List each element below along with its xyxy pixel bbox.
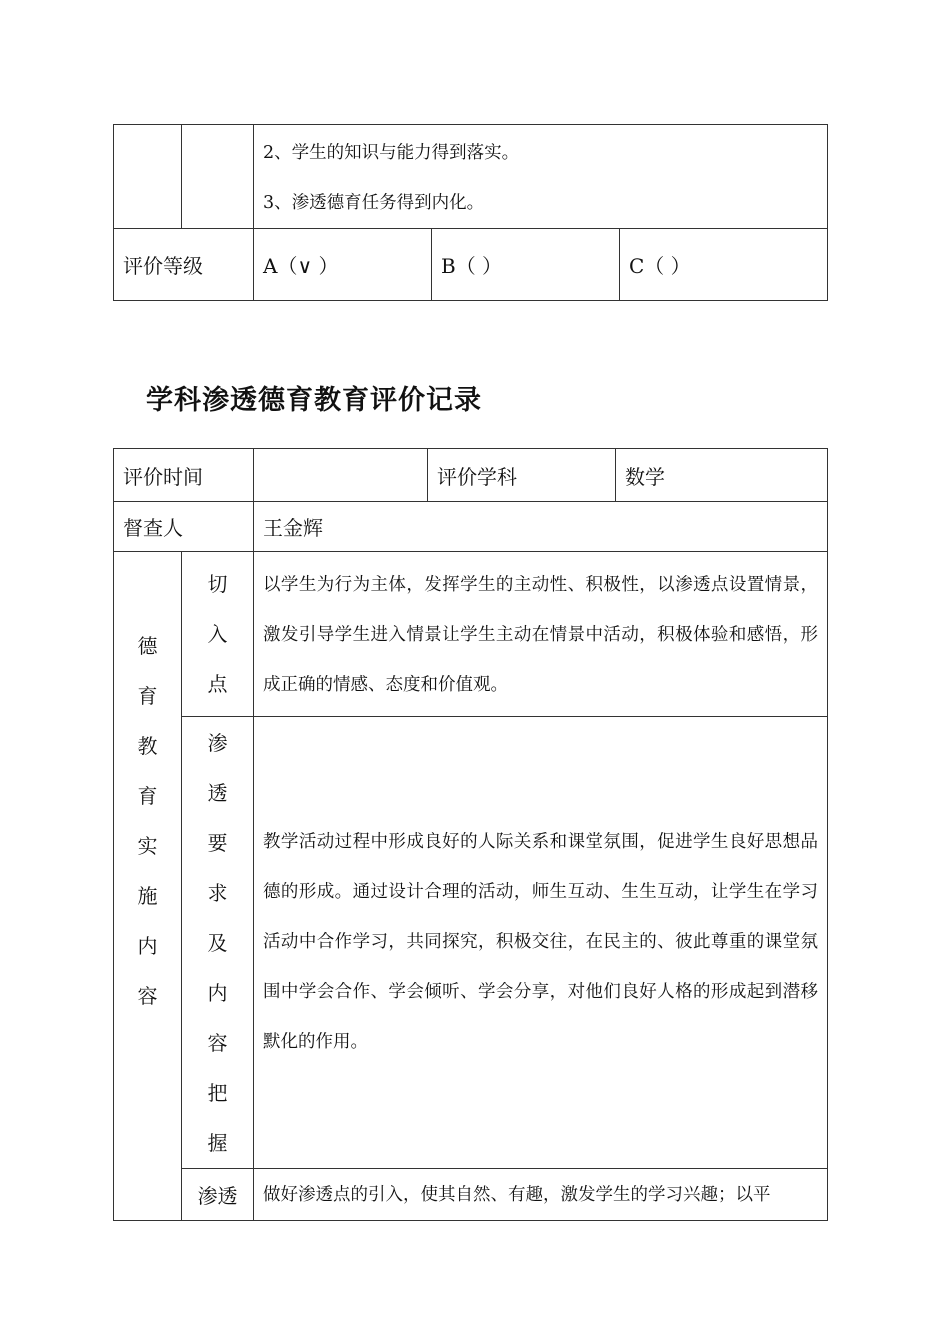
time-label: 评价时间 [114, 449, 254, 502]
page-title: 学科渗透德育教育评价记录 [146, 385, 482, 416]
entry-point-label: 切 入 点 [182, 552, 254, 717]
method-text: 做好渗透点的引入，使其自然、有趣，激发学生的学习兴趣；以平 [254, 1169, 828, 1221]
result-item: 3、渗透德育任务得到内化。 [263, 193, 485, 213]
evaluation-table-top [113, 124, 828, 301]
grade-c-option: C（ ） [620, 229, 828, 301]
supervisor-value: 王金辉 [254, 502, 828, 552]
entry-point-text: 以学生为行为主体，发挥学生的主动性、积极性，以渗透点设置情景，激发引导学生进入情景让学生主动在情景中活动，积极体验和感悟，形成正确的情感、态度和价值观。 [254, 552, 828, 717]
supervisor-label: 督查人 [114, 502, 254, 552]
empty-cell [182, 125, 254, 229]
method-label: 渗透 [182, 1169, 254, 1221]
result-items [254, 125, 828, 229]
grade-label: 评价等级 [114, 229, 254, 301]
subject-label: 评价学科 [428, 449, 616, 502]
evaluation-record-table [113, 448, 828, 1221]
result-item: 2、学生的知识与能力得到落实。 [263, 143, 520, 163]
requirements-label: 渗 透 要 求 及 内 容 把 握 [182, 717, 254, 1169]
subject-value: 数学 [616, 449, 828, 502]
time-value [254, 449, 428, 502]
grade-b-option: B（ ） [432, 229, 620, 301]
grade-a-option: A（∨ ） [254, 229, 432, 301]
empty-cell [114, 125, 182, 229]
requirements-text: 教学活动过程中形成良好的人际关系和课堂氛围，促进学生良好思想品德的形成。通过设计合理的活动，师生互动、生生互动，让学生在学习活动中合作学习，共同探究，积极交往，在民主的、彼此尊重的课堂氛围中学会合作、学会倾听、学会分享，对他们良好人格的形成起到潜移默化的作用。 [254, 717, 828, 1169]
section-label: 德 育 教 育 实 施 内 容 [114, 552, 182, 1221]
